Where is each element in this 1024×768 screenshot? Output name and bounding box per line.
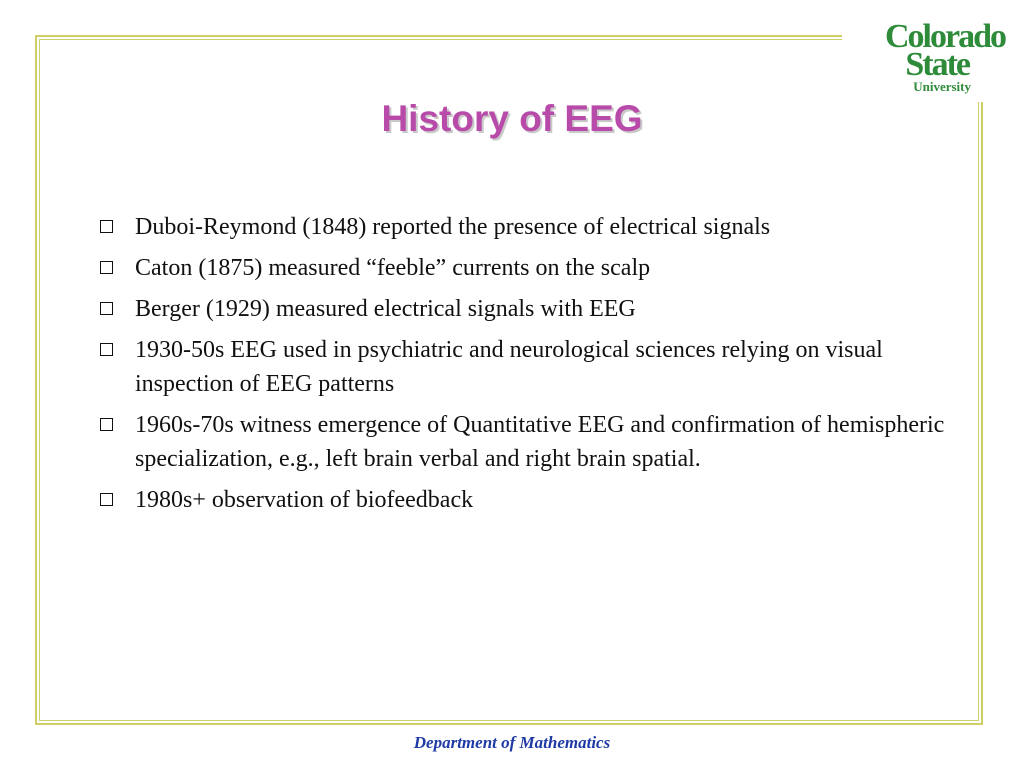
hollow-square-icon	[100, 220, 113, 233]
bullet-text: 1930-50s EEG used in psychiatric and neurological sciences relying on visual inspection of EEG patterns	[135, 337, 883, 397]
logo-line-university: University	[913, 79, 971, 94]
bullet-list	[100, 210, 960, 524]
bullet-text: 1980s+ observation of biofeedback	[135, 487, 474, 513]
hollow-square-icon	[100, 418, 113, 431]
bullet-item	[100, 292, 960, 326]
bullet-item	[100, 333, 960, 401]
footer-department: Department of Mathematics	[413, 733, 611, 752]
bullet-item	[100, 251, 960, 285]
logo-line-colorado: Colorado	[885, 18, 1005, 55]
bullet-item	[100, 483, 960, 517]
hollow-square-icon	[100, 302, 113, 315]
bullet-item	[100, 408, 960, 476]
logo-line-state: State	[905, 46, 969, 83]
university-logo	[846, 18, 1011, 98]
bullet-text: Caton (1875) measured “feeble” currents on the scalp	[135, 255, 651, 281]
bullet-text: Berger (1929) measured electrical signals with EEG	[135, 296, 636, 322]
hollow-square-icon	[100, 261, 113, 274]
bullet-item	[100, 210, 960, 244]
bullet-text: 1960s-70s witness emergence of Quantitative EEG and confirmation of hemispheric specialization, e.g., left brain verbal and right brain spatial.	[135, 412, 945, 472]
hollow-square-icon	[100, 343, 113, 356]
bullet-text: Duboi-Reymond (1848) reported the presence of electrical signals	[135, 214, 771, 240]
slide-title: History of EEG	[381, 98, 643, 139]
hollow-square-icon	[100, 493, 113, 506]
